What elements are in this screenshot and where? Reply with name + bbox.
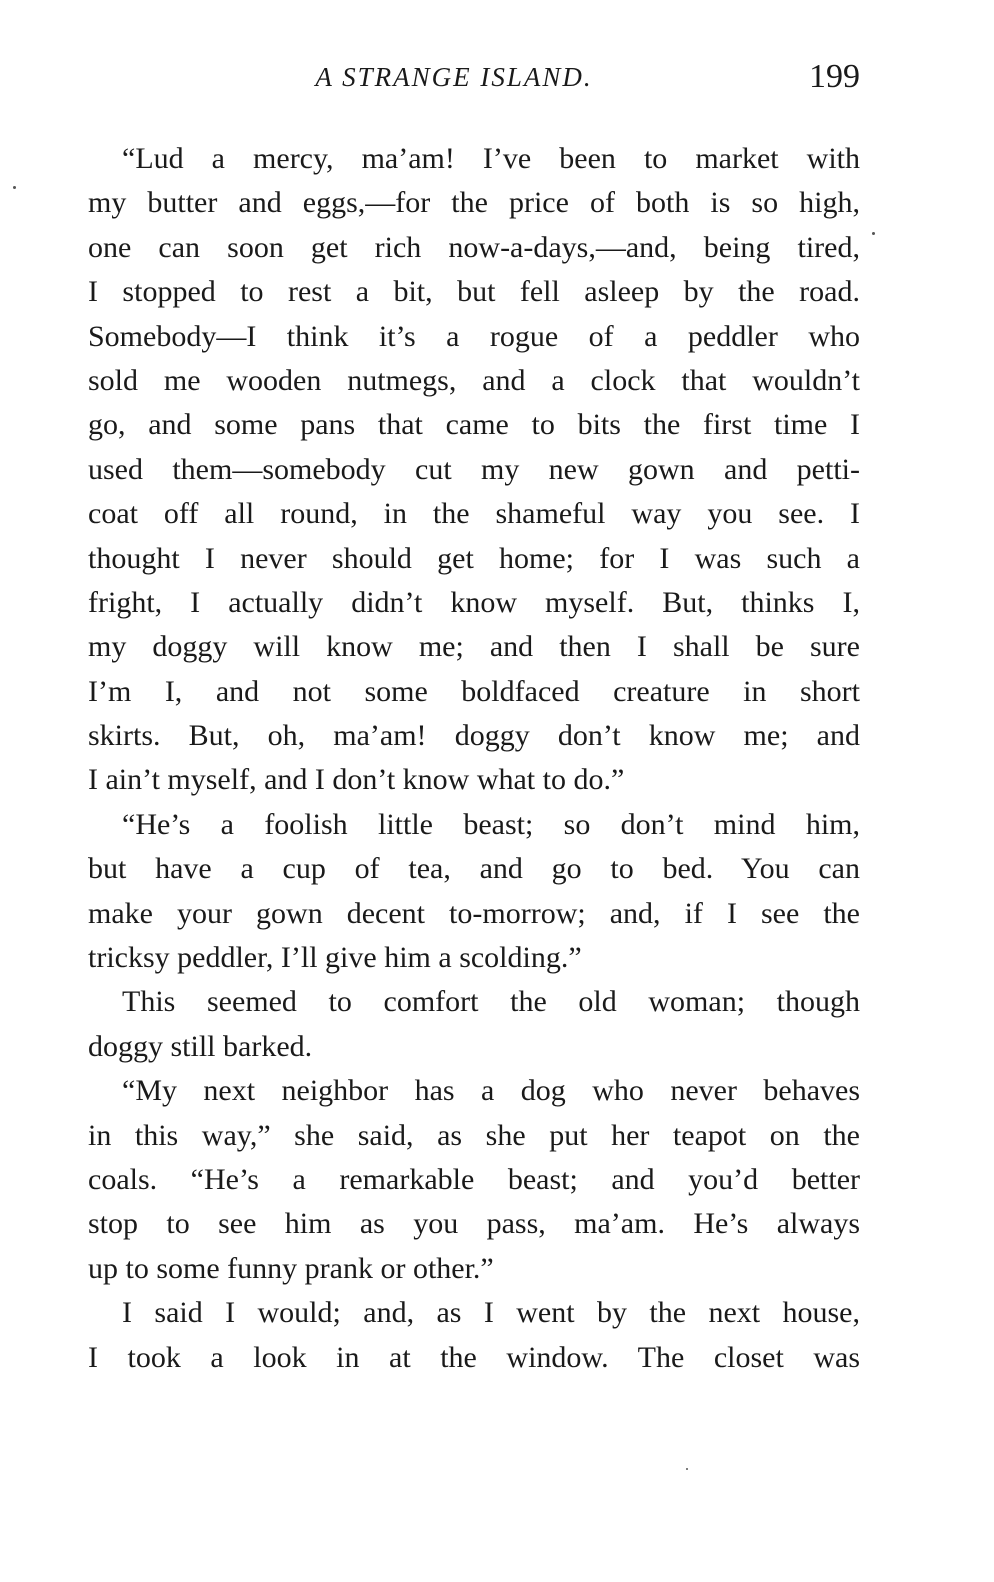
text-line: I ain’t myself, and I don’t know what to do.” (88, 763, 625, 797)
text-line: I took a look in at the window. The closet was (88, 1340, 860, 1374)
text-line: sold me wooden nutmegs, and a clock that wouldn’t (88, 363, 860, 397)
text-line: coals. “He’s a remarkable beast; and you’d better (88, 1162, 860, 1196)
text-line: doggy still barked. (88, 1029, 313, 1063)
running-header (88, 58, 860, 102)
running-title: A STRANGE ISLAND. (315, 62, 593, 92)
text-line: I stopped to rest a bit, but fell asleep by the road. (88, 275, 860, 309)
text-line: go, and some pans that came to bits the first time I (88, 408, 860, 442)
text-line: used them—somebody cut my new gown and petti- (88, 452, 860, 486)
scan-speck (13, 186, 16, 189)
body-text (88, 137, 860, 1380)
text-line: This seemed to comfort the old woman; though (122, 985, 860, 1019)
text-line: tricksy peddler, I’ll give him a scolding.” (88, 941, 582, 975)
text-line: “He’s a foolish little beast; so don’t mind him, (122, 807, 860, 841)
text-line: “My next neighbor has a dog who never behaves (122, 1074, 860, 1108)
text-line: Somebody—I think it’s a rogue of a peddler who (88, 319, 860, 353)
text-line: skirts. But, oh, ma’am! doggy don’t know me; and (88, 719, 860, 753)
text-line: one can soon get rich now-a-days,—and, being tired, (88, 230, 860, 264)
text-line: I said I would; and, as I went by the next house, (122, 1296, 860, 1330)
text-line: my doggy will know me; and then I shall be sure (88, 630, 860, 664)
text-line: in this way,” she said, as she put her teapot on the (88, 1118, 860, 1152)
text-line: stop to see him as you pass, ma’am. He’s always (88, 1207, 860, 1241)
text-line: make your gown decent to-morrow; and, if I see the (88, 896, 860, 930)
text-line: thought I never should get home; for I was such a (88, 541, 860, 575)
scan-speck (686, 1468, 688, 1470)
text-line: coat off all round, in the shameful way you see. I (88, 497, 860, 531)
text-line: fright, I actually didn’t know myself. But, thinks I, (88, 585, 860, 619)
text-line: “Lud a mercy, ma’am! I’ve been to market with (122, 142, 860, 175)
page-number: 199 (809, 58, 860, 95)
scan-speck (872, 232, 875, 235)
text-line: up to some funny prank or other.” (88, 1251, 494, 1285)
text-line: my butter and eggs,—for the price of both is so high, (88, 186, 860, 220)
text-line: I’m I, and not some boldfaced creature in short (88, 674, 860, 708)
text-line: but have a cup of tea, and go to bed. You can (88, 852, 860, 886)
